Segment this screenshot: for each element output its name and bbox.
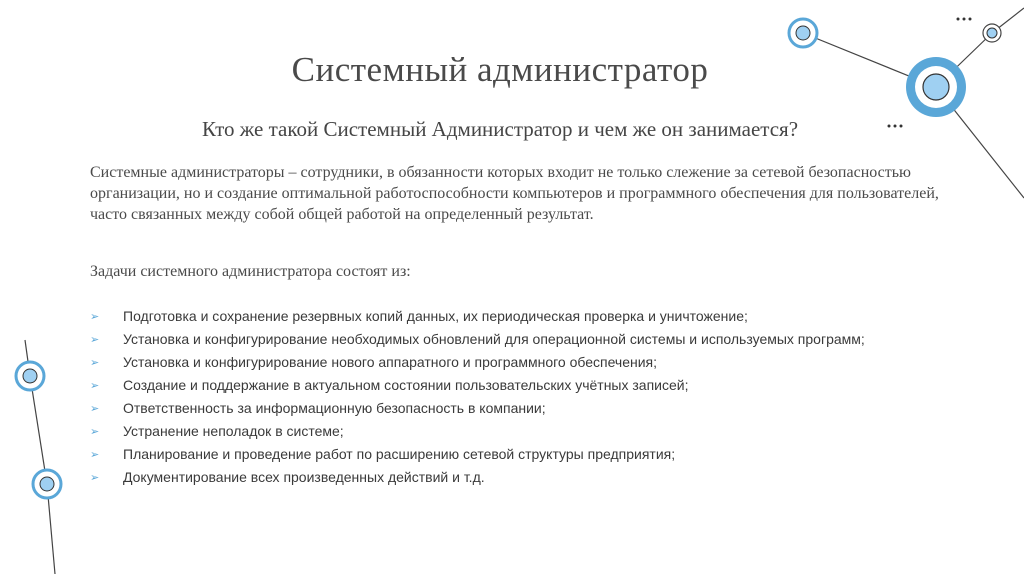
network-line <box>30 376 47 484</box>
network-node-small <box>789 19 817 47</box>
arrow-bullet-icon: ➢ <box>90 380 100 392</box>
task-text: Установка и конфигурирование нового аппаратного и программного обеспечения; <box>123 354 658 370</box>
task-text: Планирование и проведение работ по расширению сетевой структуры предприятия; <box>123 446 676 462</box>
ellipsis-dots <box>957 18 972 21</box>
list-item <box>90 375 910 395</box>
task-text: Подготовка и сохранение резервных копий данных, их периодическая проверка и уничтожение; <box>123 308 748 324</box>
tasks-heading: Задачи системного администратора состоят из: <box>90 263 411 280</box>
arrow-bullet-icon: ➢ <box>90 426 100 438</box>
list-item <box>90 306 910 326</box>
task-text: Ответственность за информационную безопасность в компании; <box>123 400 546 416</box>
task-text: Устранение неполадок в системе; <box>123 423 344 439</box>
list-item <box>90 421 910 441</box>
arrow-bullet-icon: ➢ <box>90 334 100 346</box>
task-text: Установка и конфигурирование необходимых обновлений для операционной системы и используемых программ; <box>123 331 865 347</box>
arrow-bullet-icon: ➢ <box>90 472 100 484</box>
slide-subtitle: Кто же такой Системный Администратор и чем же он занимается? <box>201 117 799 141</box>
arrow-bullet-icon: ➢ <box>90 403 100 415</box>
task-text: Создание и поддержание в актуальном состоянии пользовательских учётных записей; <box>123 377 689 393</box>
list-item <box>90 467 910 487</box>
network-node-left-bottom <box>33 470 61 498</box>
network-node-tiny <box>983 24 1001 42</box>
arrow-bullet-icon: ➢ <box>90 311 100 323</box>
slide-title: Системный администратор <box>291 50 709 89</box>
task-list <box>90 306 910 490</box>
list-item <box>90 329 910 349</box>
list-item <box>90 444 910 464</box>
list-item <box>90 352 910 372</box>
list-item <box>90 398 910 418</box>
task-text: Документирование всех произведенных действий и т.д. <box>123 469 485 485</box>
description-paragraph: Системные администраторы – сотрудники, в обязанности которых входит не только слежение за сетевой безопасностью организации, но и создание оптимальной работоспособности компьютеров и программного обеспечения для пользователей, часто связанных между собой общей работой на определенный результат. <box>90 164 939 223</box>
arrow-bullet-icon: ➢ <box>90 357 100 369</box>
arrow-bullet-icon: ➢ <box>90 449 100 461</box>
network-node-left-top <box>16 362 44 390</box>
